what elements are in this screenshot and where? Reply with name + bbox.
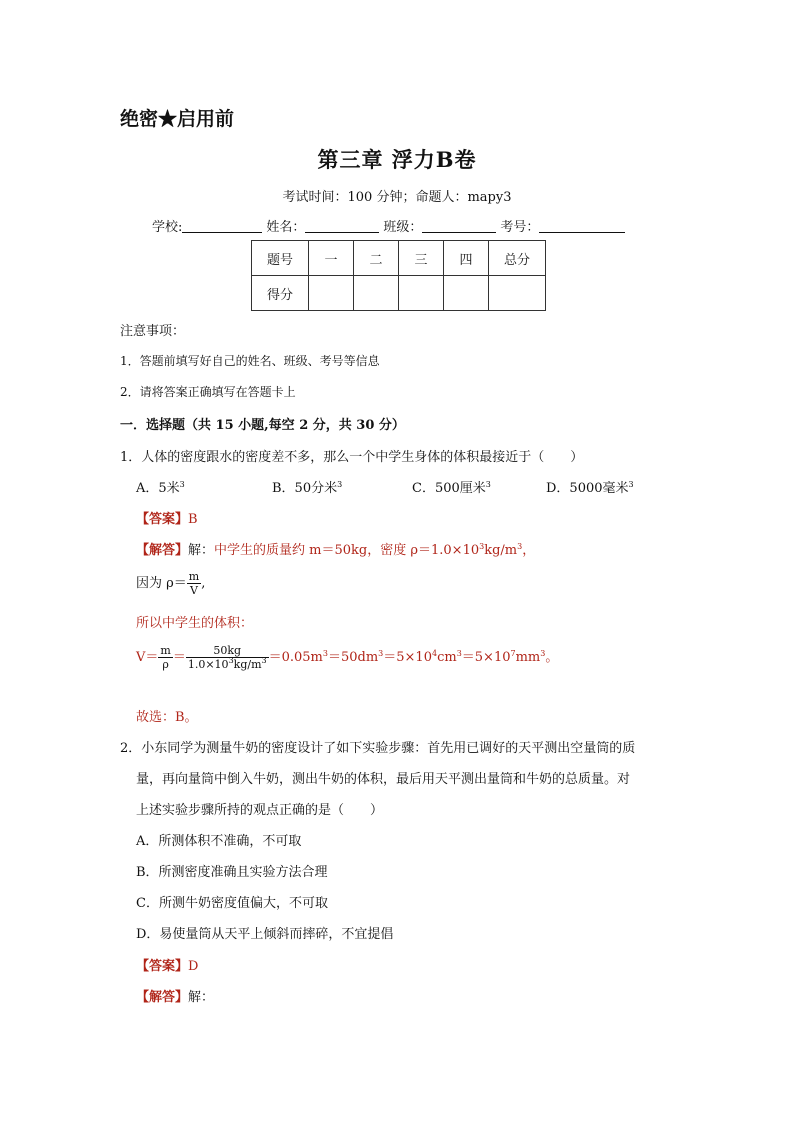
q1-analysis: 【解答】解：中学生的质量约 m＝50kg，密度 $\rho=1.0\times 10^3kg/m^3$， bbox=[136, 542, 536, 558]
note-item: 2．请将答案正确填写在答题卡上 bbox=[120, 385, 296, 399]
note-item: 1．答题前填写好自己的姓名、班级、考号等信息 bbox=[120, 354, 380, 368]
q1-option-b[interactable]: B．50分米$^3$ bbox=[272, 480, 343, 496]
table-header-cell: 三 bbox=[399, 241, 444, 276]
question-2-stem-line: 量，再向量筒中倒入牛奶，测出牛奶的体积，最后用天平测出量筒和牛奶的总质量。对 bbox=[136, 772, 631, 787]
table-header-cell: 总分 bbox=[489, 241, 546, 276]
question-2-stem-line: 2．小东同学为测量牛奶的密度设计了如下实验步骤：首先用已调好的天平测出空量筒的质 bbox=[120, 741, 636, 756]
q2-option-a[interactable]: A．所测体积不准确，不可取 bbox=[136, 834, 302, 849]
table-header-cell: 一 bbox=[309, 241, 354, 276]
score-cell[interactable] bbox=[309, 276, 354, 311]
school-label: 学校: bbox=[152, 220, 183, 235]
table-header-cell: 二 bbox=[354, 241, 399, 276]
number-blank[interactable] bbox=[539, 232, 625, 233]
class-blank[interactable] bbox=[422, 232, 496, 233]
question-1-stem: 1．人体的密度跟水的密度差不多，那么一个中学生身体的体积最接近于（ ） bbox=[120, 450, 584, 465]
table-header-cell: 题号 bbox=[252, 241, 309, 276]
school-blank[interactable] bbox=[182, 232, 262, 233]
class-label: 班级： bbox=[383, 220, 423, 235]
number-label: 考号： bbox=[500, 220, 540, 235]
name-label: 姓名： bbox=[266, 220, 306, 235]
q1-choose: 故选：B。 bbox=[136, 710, 198, 725]
q1-volume-label: 所以中学生的体积： bbox=[136, 616, 254, 631]
score-cell[interactable] bbox=[354, 276, 399, 311]
score-cell[interactable] bbox=[399, 276, 444, 311]
q1-option-d[interactable]: D．5000毫米$^3$ bbox=[546, 480, 634, 496]
q1-option-c[interactable]: C．500厘米$^3$ bbox=[412, 480, 491, 496]
q1-answer: 【答案】B bbox=[136, 512, 198, 527]
q2-option-c[interactable]: C．所测牛奶密度值偏大，不可取 bbox=[136, 896, 328, 911]
q2-option-b[interactable]: B．所测密度准确且实验方法合理 bbox=[136, 865, 328, 880]
q2-option-d[interactable]: D．易使量筒从天平上倾斜而摔碎，不宜提倡 bbox=[136, 927, 394, 942]
q1-option-a[interactable]: A．5米$^3$ bbox=[136, 480, 185, 496]
name-blank[interactable] bbox=[305, 232, 379, 233]
score-cell[interactable] bbox=[444, 276, 489, 311]
score-table bbox=[251, 240, 546, 311]
table-row-label: 得分 bbox=[252, 276, 309, 311]
page-title: 第三章 浮力B卷 bbox=[317, 147, 477, 172]
q2-answer: 【答案】D bbox=[136, 959, 199, 974]
confidential-label: 绝密★启用前 bbox=[120, 108, 235, 130]
question-2-stem-line: 上述实验步骤所持的观点正确的是（ ） bbox=[136, 803, 384, 818]
q1-formula-density: 因为 ρ＝ $\frac{m}{V}$ , bbox=[136, 570, 206, 597]
student-fields bbox=[152, 216, 629, 235]
q2-analysis: 【解答】解： bbox=[136, 990, 215, 1005]
exam-info: 考试时间：100 分钟；命题人：mapy3 bbox=[282, 190, 512, 205]
section-title: 一．选择题（共 15 小题,每空 2 分，共 30 分） bbox=[120, 418, 405, 433]
table-header-cell: 四 bbox=[444, 241, 489, 276]
table-row bbox=[252, 276, 546, 311]
notes-title: 注意事项： bbox=[120, 324, 186, 339]
table-row bbox=[252, 241, 546, 276]
q1-volume-calc: V＝ $\frac{m}{\rho}$ ＝ $\frac{50kg}{1.0\times 10^3kg/m^3}$ $=0.05m^3=50dm^3=5\times 10^4cm^3=5\times 10^7mm^3$。 bbox=[136, 644, 559, 671]
score-cell[interactable] bbox=[489, 276, 546, 311]
